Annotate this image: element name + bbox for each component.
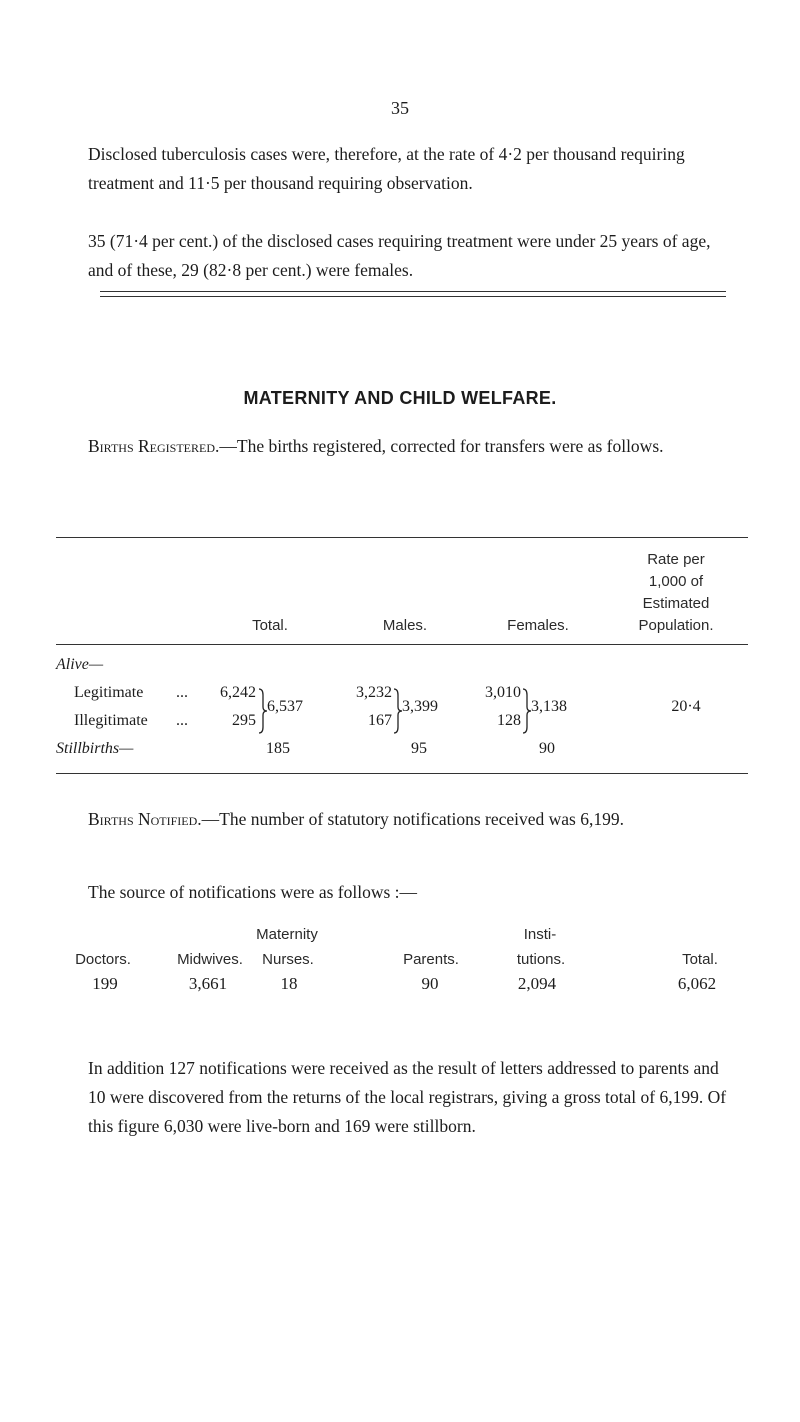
births-registered-text: —The births registered, corrected for transfers were as follows. — [219, 436, 664, 456]
births-notified-text: —The number of statutory notifications received was 6,199. — [201, 809, 624, 829]
header-rate — [606, 549, 746, 637]
source-header-institutions: tutions. — [516, 951, 566, 968]
source-intro: The source of notifications were as follows :— — [88, 882, 418, 902]
intro-paragraph-2: 35 (71·4 per cent.) of the disclosed cases requiring treatment were under 25 years of age, and of these, 29 (82·8 per cent.) were females. — [88, 231, 711, 280]
intro-paragraph-1: Disclosed tuberculosis cases were, therefore, at the rate of 4·2 per thousand requiring treatment and 11·5 per thousand requiring observation. — [88, 144, 685, 193]
header-females: Females. — [507, 617, 569, 634]
legitimate-males: 3,232 — [356, 684, 392, 701]
illegitimate-females: 128 — [497, 712, 521, 729]
source-header-midwives: Midwives. — [177, 951, 243, 968]
births-notified-lead: Births Notified. — [88, 809, 202, 829]
source-value-nurses: 18 — [280, 974, 298, 993]
alive-label: Alive— — [56, 656, 104, 673]
closing-paragraph: In addition 127 notifications were received as the result of letters addressed to parents and 10 were discovered from the returns of the local registrars, giving a gross total of 6,199. Of this figure 6,030 were live-born and 169 were stillborn. — [88, 1058, 727, 1136]
combined-females: 3,138 — [531, 698, 567, 715]
source-header-institutions-line-1: Insti- — [523, 926, 557, 943]
header-total: Total. — [252, 617, 288, 634]
section-heading: MATERNITY AND CHILD WELFARE. — [243, 388, 557, 408]
stillbirths-label: Stillbirths— — [56, 740, 134, 757]
births-table-bottom-rule — [56, 773, 748, 774]
births-table-header-rule — [56, 644, 748, 645]
stillbirths-males: 95 — [411, 740, 427, 757]
source-header-doctors: Doctors. — [75, 951, 131, 968]
combined-rate: 20·4 — [671, 698, 701, 715]
header-rate-line-4: Population. — [638, 617, 714, 634]
illegitimate-males: 167 — [368, 712, 392, 729]
divider-rule-bottom — [100, 296, 726, 297]
combined-males: 3,399 — [402, 698, 438, 715]
stillbirths-females: 90 — [539, 740, 555, 757]
illegitimate-dots: ... — [176, 712, 188, 729]
births-table-top-rule — [56, 537, 748, 538]
header-males: Males. — [382, 617, 428, 634]
legitimate-total: 6,242 — [220, 684, 256, 701]
header-rate-line-1: Rate per — [647, 551, 705, 568]
stillbirths-total: 185 — [266, 740, 290, 757]
header-rate-line-2: 1,000 of — [648, 573, 704, 590]
combined-total: 6,537 — [267, 698, 303, 715]
legitimate-dots: ... — [176, 684, 188, 701]
source-value-total: 6,062 — [677, 974, 717, 993]
source-value-doctors: 199 — [92, 974, 118, 993]
source-header-maternity-line-1: Maternity — [256, 926, 318, 943]
divider-rule-top — [100, 291, 726, 292]
illegitimate-total: 295 — [232, 712, 256, 729]
source-header-parents: Parents. — [403, 951, 459, 968]
births-notified-paragraph — [88, 805, 728, 834]
births-registered-lead: Births Registered. — [88, 436, 220, 456]
source-header-nurses: Nurses. — [262, 951, 314, 968]
header-rate-line-3: Estimated — [642, 595, 710, 612]
legitimate-label: Legitimate — [74, 684, 144, 701]
page-number: 35 — [391, 98, 409, 118]
source-value-parents: 90 — [421, 974, 439, 993]
source-value-midwives: 3,661 — [188, 974, 228, 993]
illegitimate-label: Illegitimate — [74, 712, 148, 729]
legitimate-females: 3,010 — [485, 684, 521, 701]
births-registered-paragraph — [88, 432, 728, 461]
source-header-total: Total. — [682, 951, 718, 968]
source-value-institutions: 2,094 — [517, 974, 557, 993]
